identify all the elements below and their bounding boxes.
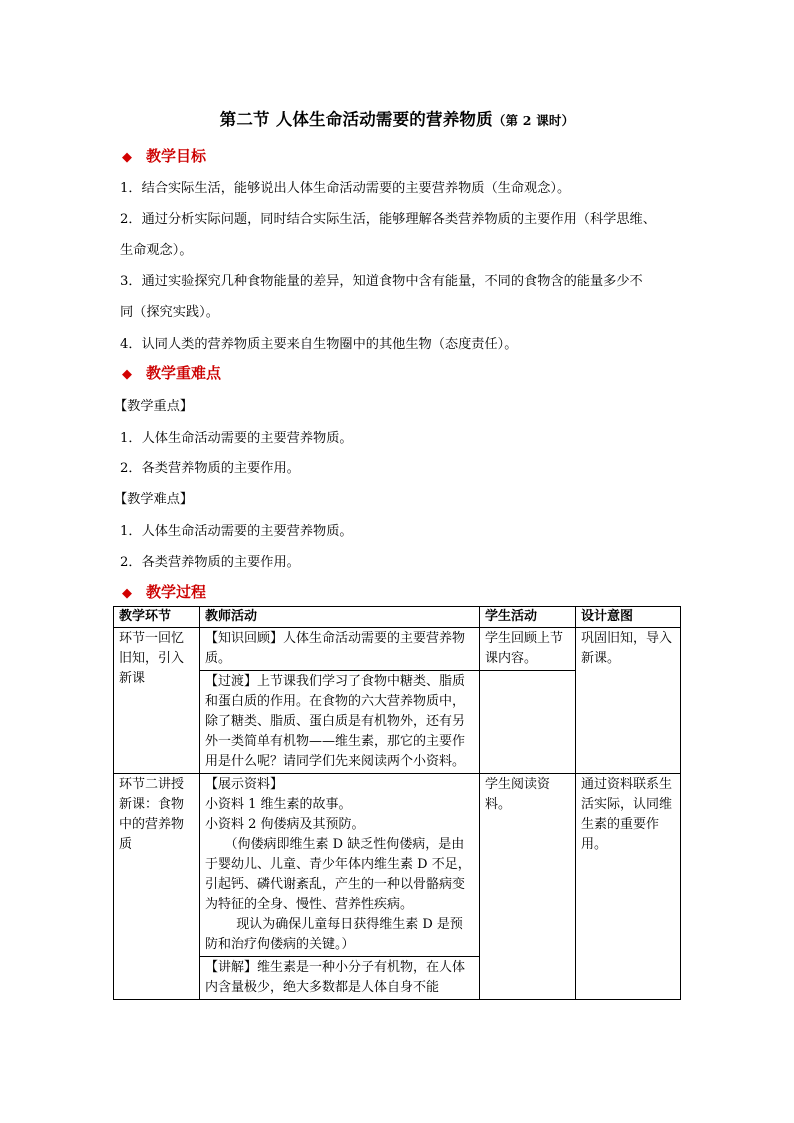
teacher-cell <box>200 774 480 957</box>
table-row <box>114 774 681 957</box>
section-heading-objectives: ◆ 教学目标 <box>122 147 207 165</box>
section-heading-keypoints: ◆ 教学重难点 <box>122 364 222 382</box>
title-main: 第二节 人体生命活动需要的营养物质 <box>219 110 493 129</box>
material-2: 小资料 2 佝偻病及其预防。 <box>205 817 365 832</box>
teacher-cell: 【过渡】上节课我们学习了食物中糖类、脂质和蛋白质的作用。在食物的六大营养物质中，除了糖类、脂质、蛋白质是有机物外，还有另外一类简单有机物——维生素，那它的主要作用是什么呢？请同学们先来阅读两个小资料。 <box>200 671 480 774</box>
student-cell-empty <box>480 671 576 774</box>
diamond-bullet-icon: ◆ <box>122 150 132 165</box>
objective-line-5: 同（探究实践）。 <box>120 305 219 320</box>
difficult-label: 【教学难点】 <box>114 492 194 507</box>
intent-cell: 通过资料联系生活实际，认同维生素的重要作用。 <box>576 774 681 1000</box>
objective-line-2: 2．通过分析实际问题，同时结合实际生活，能够理解各类营养物质的主要作用（科学思维、 <box>120 212 656 227</box>
intent-cell: 巩固旧知，导入新课。 <box>576 628 681 774</box>
material-3: （佝偻病即维生素 D 缺乏性佝偻病，是由于婴幼儿、儿童、青少年体内维生素 D 不足，引起钙、磷代谢紊乱，产生的一种以骨骼病变为特征的全身、慢性、营养性疾病。 <box>205 837 471 912</box>
key-label: 【教学重点】 <box>114 399 194 414</box>
stage-cell: 环节二讲授新课：食物中的营养物质 <box>114 774 200 1000</box>
teacher-cell: 【知识回顾】人体生命活动需要的主要营养物质。 <box>200 628 480 671</box>
stage-cell: 环节一回忆旧知，引入新课 <box>114 628 200 774</box>
objective-line-6: 4．认同人类的营养物质主要来自生物圈中的其他生物（态度责任）。 <box>120 337 518 352</box>
diamond-bullet-icon: ◆ <box>122 367 132 382</box>
header-intent: 设计意图 <box>576 607 681 628</box>
student-cell: 学生阅读资料。 <box>480 774 576 1000</box>
teacher-cell: 【讲解】维生素是一种小分子有机物，在人体内含量极少，绝大多数都是人体自身不能 <box>200 957 480 1000</box>
material-label: 【展示资料】 <box>205 777 284 792</box>
objective-line-4: 3．通过实验探究几种食物能量的差异，知道食物中含有能量，不同的食物含的能量多少不 <box>120 274 643 289</box>
teaching-process-table <box>113 606 681 1000</box>
header-stage: 教学环节 <box>114 607 200 628</box>
header-student: 学生活动 <box>480 607 576 628</box>
material-4: 现认为确保儿童每日获得维生素 D 是预防和治疗佝偻病的关键。） <box>205 917 463 952</box>
objective-line-3: 生命观念）。 <box>120 243 193 258</box>
key-item-2: 2．各类营养物质的主要作用。 <box>120 461 300 476</box>
objective-line-1: 1．结合实际生活，能够说出人体生命活动需要的主要营养物质（生命观念）。 <box>120 181 571 196</box>
table-header-row <box>114 607 681 628</box>
page-title <box>0 106 794 130</box>
key-item-1: 1．人体生命活动需要的主要营养物质。 <box>120 431 353 446</box>
header-teacher: 教师活动 <box>200 607 480 628</box>
material-1: 小资料 1 维生素的故事。 <box>205 797 352 812</box>
table-row <box>114 628 681 671</box>
diamond-bullet-icon: ◆ <box>122 586 132 601</box>
difficult-item-2: 2．各类营养物质的主要作用。 <box>120 555 300 570</box>
difficult-item-1: 1．人体生命活动需要的主要营养物质。 <box>120 524 353 539</box>
section-heading-process: ◆ 教学过程 <box>122 583 207 601</box>
student-cell: 学生回顾上节课内容。 <box>480 628 576 671</box>
title-sub: （第 2 课时） <box>492 113 575 128</box>
